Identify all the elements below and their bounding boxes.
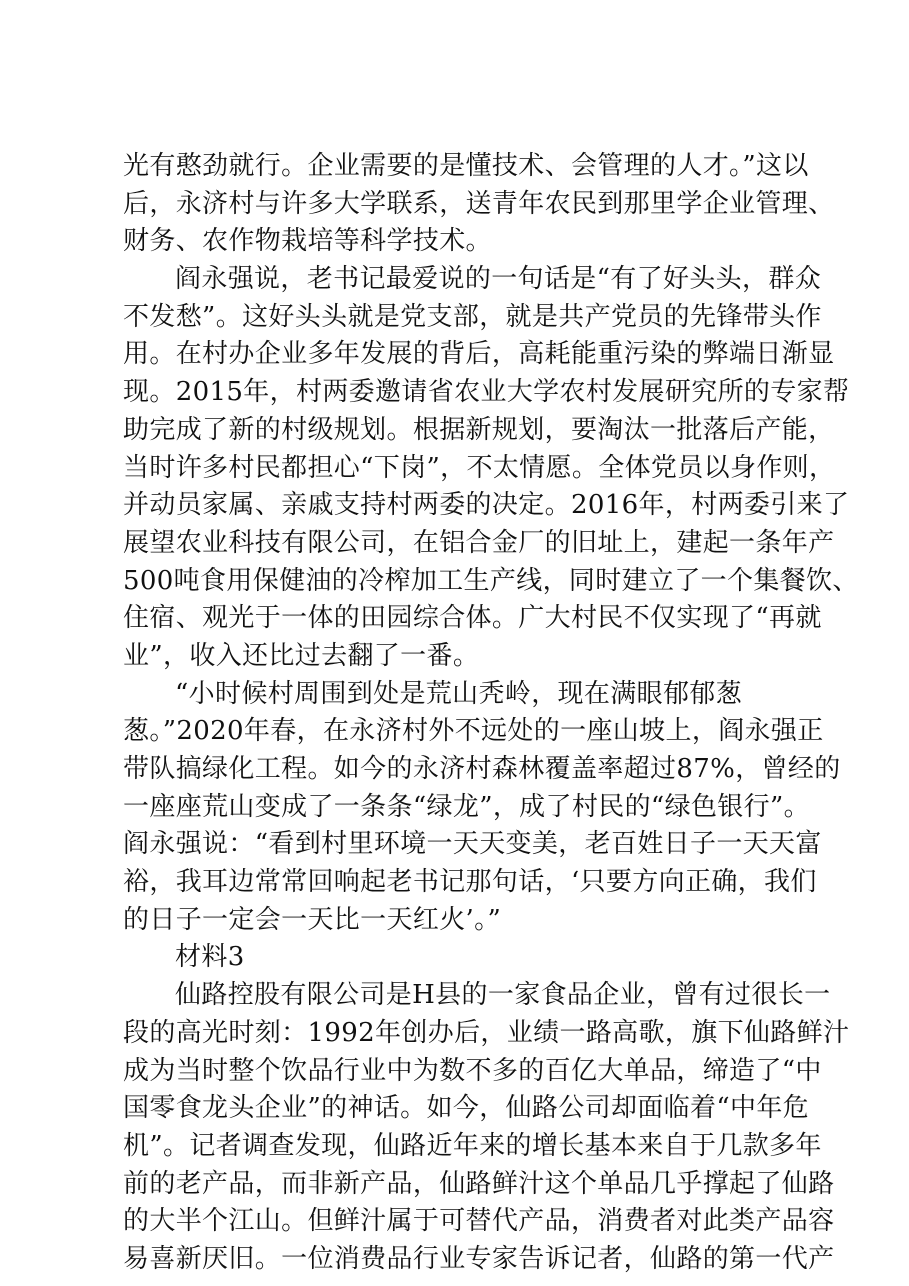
paragraph-start-line: 仙路控股有限公司是H县的一家食品企业，曾有过很长一: [175, 980, 831, 1011]
text-line: 带队搞绿化工程。如今的永济村森林覆盖率超过87%，曾经的: [123, 754, 841, 784]
paragraph-start-line: “小时候村周围到处是荒山秃岭，现在满眼郁郁葱: [175, 678, 742, 709]
text-line: 财务、农作物栽培等科学技术。: [123, 226, 492, 257]
text-line: 葱。”2020年春，在永济村外不远处的一座山坡上，阎永强正: [123, 716, 824, 747]
material-heading: 材料3: [175, 942, 245, 973]
text-line: 易喜新厌旧。一位消费品行业专家告诉记者，仙路的第一代产: [123, 1243, 835, 1274]
text-line: 段的高光时刻：1992年创办后，业绩一路高歌，旗下仙路鲜汁: [123, 1017, 850, 1048]
text-line: 成为当时整个饮品行业中为数不多的百亿大单品，缔造了“中: [123, 1055, 822, 1086]
text-line: 前的老产品，而非新产品，仙路鲜汁这个单品几乎撑起了仙路: [123, 1168, 835, 1199]
text-line: 光有憨劲就行。企业需要的是懂技术、会管理的人才。”这以: [123, 151, 809, 181]
text-line: 的大半个江山。但鲜汁属于可替代产品，消费者对此类产品容: [123, 1206, 835, 1237]
text-line: 一座座荒山变成了一条条“绿龙”，成了村民的“绿色银行”。: [123, 791, 810, 822]
text-line: 住宿、观光于一体的田园综合体。广大村民不仅实现了“再就: [123, 603, 822, 634]
document-body: [123, 148, 859, 1279]
text-line: 展望农业科技有限公司，在铝合金厂的旧址上，建起一条年产: [123, 527, 835, 558]
text-line: 机”。记者调查发现，仙路近年来的增长基本来自于几款多年: [123, 1130, 822, 1161]
text-line: 当时许多村民都担心“下岗”，不太情愿。全体党员以身作则，: [123, 452, 836, 483]
text-line: 用。在村办企业多年发展的背后，高耗能重污染的弊端日渐显: [123, 339, 835, 370]
text-line: 现。2015年，村两委邀请省农业大学农村发展研究所的专家帮: [123, 377, 850, 408]
text-line: 阎永强说：“看到村里环境一天天变美，老百姓日子一天天富: [123, 829, 822, 860]
text-line: 后，永济村与许多大学联系，送青年农民到那里学企业管理、: [123, 188, 835, 219]
text-line: 500吨食用保健油的冷榨加工生产线，同时建立了一个集餐饮、: [123, 565, 859, 596]
text-line: 助完成了新的村级规划。根据新规划，要淘汰一批落后产能，: [123, 414, 835, 445]
text-line: 不发愁”。这好头头就是党支部，就是共产党员的先锋带头作: [123, 301, 822, 332]
text-line: 业”，收入还比过去翻了一番。: [123, 640, 480, 671]
text-line: 的日子一定会一天比一天红火’。”: [123, 904, 502, 935]
text-line: 并动员家属、亲戚支持村两委的决定。2016年，村两委引来了: [123, 490, 850, 521]
text-line: 国零食龙头企业”的神话。如今，仙路公司却面临着“中年危: [123, 1093, 810, 1124]
paragraph-start-line: 阎永强说，老书记最爱说的一句话是“有了好头头，群众: [175, 264, 822, 295]
text-line: 裕，我耳边常常回响起老书记那句话，‘只要方向正确，我们: [123, 867, 817, 898]
